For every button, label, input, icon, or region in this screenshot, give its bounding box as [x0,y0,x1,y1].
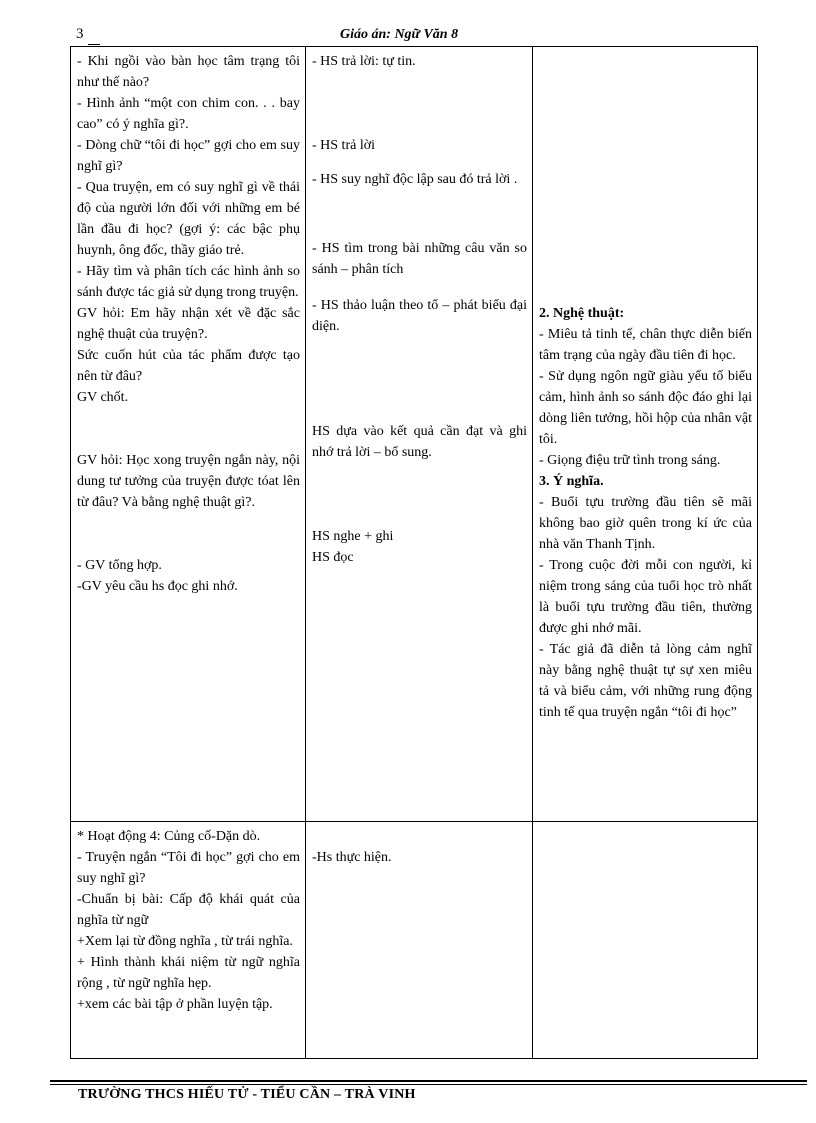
section-heading-meaning: 3. Ý nghĩa. [539,474,604,489]
page-header-title: Giáo án: Ngữ Văn 8 [340,27,459,42]
teacher-activity-cell [71,822,306,1059]
content-cell [533,822,758,1059]
meaning-item: - Tác giả đã diễn tả lòng cảm nghĩ này bằng nghệ thuật tự sự xen miêu tả và biểu cảm, với những rung động tinh tế qua truyện ngắn “tôi đi học” [539,642,752,720]
activity-item: -Chuẩn bị bài: Cấp độ khái quát của nghĩa từ ngữ [77,892,300,928]
activity-item: +Xem lại từ đồng nghĩa , từ trái nghĩa. [77,934,293,949]
answer: HS dựa vào kết quả cần đạt và ghi nhớ trả lời – bổ sung. [312,424,527,460]
activity-item: - Truyện ngắn “Tôi đi học” gợi cho em suy nghĩ gì? [77,850,300,886]
student-activity-cell [306,47,533,822]
question: - Qua truyện, em có suy nghĩ gì về thái độ của người lớn đối với những em bé lần đầu đi học? (gợi ý: các bậc phụ huynh, ông đốc, thầy giáo trẻ. [77,180,300,258]
question: - Hình ảnh “một con chim con. . . bay cao” có ý nghĩa gì?. [77,96,300,132]
footer-rule [50,1084,807,1085]
table-row [71,822,758,1059]
answer: - HS trả lời: tự tin. [312,54,416,69]
question: Sức cuốn hút của tác phẩm được tạo nên từ đâu? [77,348,300,384]
question: GV chốt. [77,390,129,405]
page-number: 3 [76,26,84,42]
table-row [71,47,758,822]
lesson-table [70,46,758,1059]
teacher-activity-cell [71,47,306,822]
art-item: - Giọng điệu trữ tình trong sáng. [539,453,721,468]
meaning-item: - Trong cuộc đời mỗi con người, kỉ niệm trong sáng của tuổi học trò nhất là buổi tựu trường đầu tiên, thường được ghi nhớ mãi. [539,558,752,636]
question: - Hãy tìm và phân tích các hình ảnh so sánh được tác giả sử dụng trong truyện. [77,264,300,300]
activity-item: +xem các bài tập ở phần luyện tập. [77,997,273,1012]
activity-item: * Hoạt động 4: Củng cố-Dặn dò. [77,829,261,844]
page-number-underline [88,44,100,45]
meaning-item: - Buổi tựu trường đầu tiên sẽ mãi không bao giờ quên trong kí ức của nhà văn Thanh Tịnh. [539,495,752,552]
answer: - HS suy nghĩ độc lập sau đó trả lời . [312,172,518,187]
art-item: - Miêu tả tinh tế, chân thực diễn biến tâm trạng của ngày đầu tiên đi học. [539,327,752,363]
content-cell [533,47,758,822]
footer-school: TRƯỜNG THCS HIẾU TỬ - TIỂU CẦN – TRÀ VINH [78,1087,416,1102]
art-item: - Sử dụng ngôn ngữ giàu yếu tố biểu cảm, hình ảnh so sánh độc đáo ghi lại dòng liên tưởng, hồi hộp của nhân vật tôi. [539,369,752,447]
question: - Dòng chữ “tôi đi học” gợi cho em suy nghĩ gì? [77,138,300,174]
question: -GV yêu cầu hs đọc ghi nhớ. [77,579,238,594]
answer: -Hs thực hiện. [312,850,392,865]
answer: - HS tìm trong bài những câu văn so sánh – phân tích [312,241,527,277]
question: - GV tổng hợp. [77,558,162,573]
question: GV hỏi: Học xong truyện ngắn này, nội dung tư tưởng của truyện được tóat lên từ đâu? Và bằng nghệ thuật gì?. [77,453,300,510]
activity-item: + Hình thành khái niệm từ ngữ nghĩa rộng , từ ngữ nghĩa hẹp. [77,955,300,991]
question: - Khi ngồi vào bàn học tâm trạng tôi như thế nào? [77,54,300,90]
answer: HS đọc [312,550,354,565]
answer: HS nghe + ghi [312,529,394,544]
footer-rule [50,1080,807,1082]
answer: - HS trả lời [312,138,376,153]
answer: - HS thảo luận theo tổ – phát biểu đại diện. [312,298,527,334]
section-heading-art: 2. Nghệ thuật: [539,306,625,321]
student-activity-cell [306,822,533,1059]
question: GV hỏi: Em hãy nhận xét về đặc sắc nghệ thuật của truyện?. [77,306,300,342]
